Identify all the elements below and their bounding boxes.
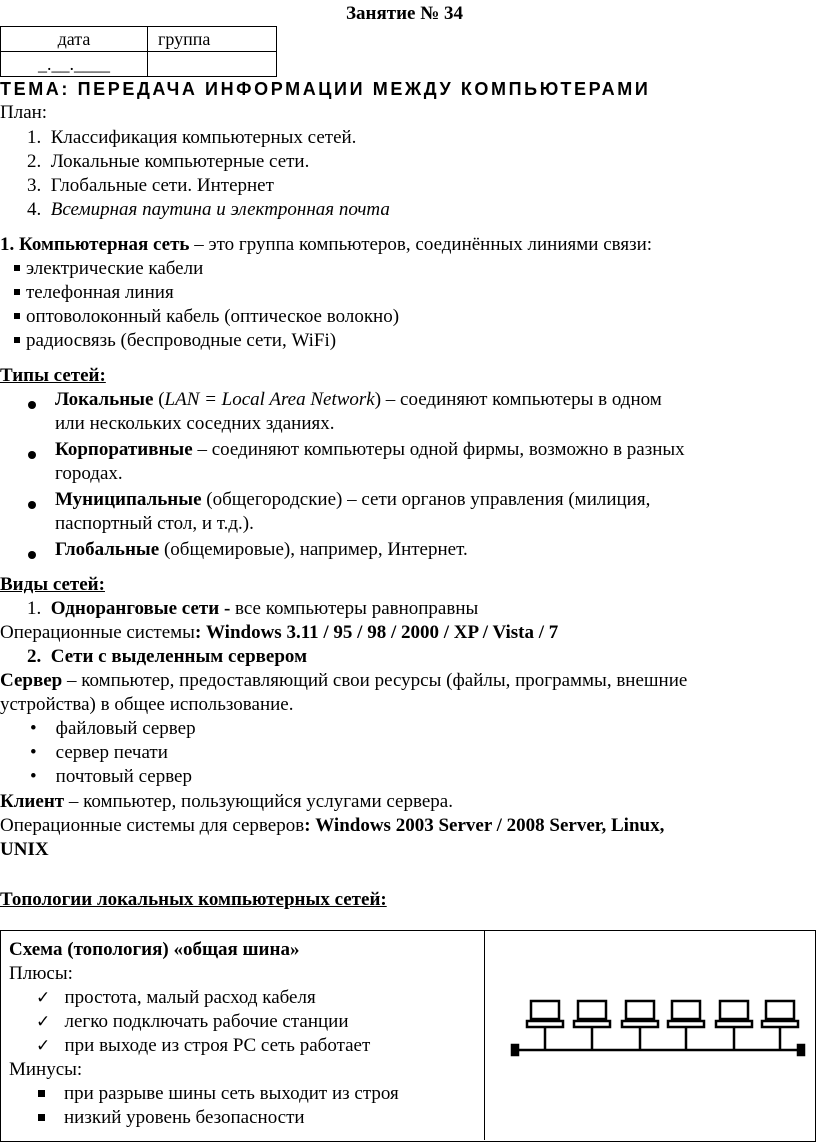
plan-label: План:: [0, 102, 48, 123]
round-bullet-icon: [28, 551, 36, 559]
kinds-heading: Виды сетей:: [0, 574, 105, 595]
type-term: Муниципальные: [55, 489, 202, 510]
server-type-item: [30, 741, 168, 765]
table-divider: [484, 930, 485, 1140]
client-text: – компьютер, пользующийся услугами сервера.: [64, 791, 453, 812]
kind-server: [27, 645, 307, 669]
type-global: [55, 538, 468, 562]
plan-item-text: Классификация компьютерных сетей.: [50, 127, 357, 148]
type-corp: [55, 438, 685, 462]
check-icon: ✓: [36, 1036, 51, 1056]
client-term: Клиент: [0, 791, 65, 812]
computer-icon: [622, 1001, 658, 1050]
link-item-text: оптоволоконный кабель (оптическое волокно): [26, 306, 400, 327]
type-abbr: LAN = Local Area Network: [164, 389, 375, 410]
con-text: низкий уровень безопасности: [64, 1107, 305, 1128]
check-icon: ✓: [36, 1012, 51, 1032]
con-item: [38, 1106, 305, 1130]
type-muni: [55, 488, 650, 512]
os-value: : Windows 3.11 / 95 / 98 / 2000 / XP / Vista / 7: [194, 622, 559, 643]
os-value: : Windows 2003 Server / 2008 Server, Linux,: [304, 815, 665, 836]
types-heading: Типы сетей:: [0, 365, 106, 386]
computer-icon: [574, 1001, 610, 1050]
bus-title: Схема (топология) «общая шина»: [9, 939, 300, 960]
bus-topology-diagram: [510, 992, 810, 1062]
os-label: Операционные системы для серверов: [0, 815, 305, 836]
plan-item-num: 2.: [27, 151, 42, 172]
server-type-text: файловый сервер: [55, 718, 196, 739]
client-definition: [0, 790, 453, 814]
date-group-table: [0, 26, 277, 77]
square-bullet-icon: [14, 313, 20, 319]
check-icon: ✓: [36, 988, 51, 1008]
network-term: 1. Компьютерная сеть: [0, 234, 190, 255]
type-local: [55, 388, 662, 412]
link-item-text: телефонная линия: [26, 282, 174, 303]
pro-text: при выходе из строя PC сеть работает: [64, 1035, 371, 1056]
server-term: Сервер: [0, 670, 63, 691]
square-bullet-icon: [14, 289, 20, 295]
kind-term: Сети с выделенным сервером: [50, 646, 308, 667]
server-os: [0, 814, 664, 838]
type-text: (общемировые), например, Интернет.: [159, 539, 468, 560]
type-text: (общегородские) – сети органов управления (милиция,: [201, 489, 651, 510]
topic-heading: ТЕМА: ПЕРЕДАЧА ИНФОРМАЦИИ МЕЖДУ КОМПЬЮТЕРАМИ: [0, 79, 651, 99]
plan-item-text: Глобальные сети. Интернет: [50, 175, 274, 196]
round-bullet-icon: [28, 451, 36, 459]
kind-peer: [27, 597, 478, 621]
group-blank: [148, 52, 277, 77]
pro-item: [36, 1010, 349, 1034]
bus-terminator-icon: [798, 1045, 804, 1055]
kind-num: 1.: [27, 598, 42, 619]
link-item: [14, 257, 203, 281]
network-definition-text: – это группа компьютеров, соединённых линиями связи:: [189, 234, 653, 255]
kind-text: все компьютеры равноправны: [230, 598, 479, 619]
type-text: ) – соединяют компьютеры в одном: [374, 389, 662, 410]
peer-os: [0, 621, 558, 645]
link-item: [14, 305, 399, 329]
plan-item-text: Всемирная паутина и электронная почта: [50, 199, 390, 220]
plan-item-text: Локальные компьютерные сети.: [50, 151, 310, 172]
server-text: – компьютер, предоставляющий свои ресурсы (файлы, программы, внешние: [62, 670, 688, 691]
square-bullet-icon: [14, 337, 20, 343]
plan-item-num: 3.: [27, 175, 42, 196]
computer-icon: [527, 1001, 563, 1050]
server-type-item: [30, 765, 192, 789]
plan-item-num: 4.: [27, 199, 42, 220]
type-local-cont: или нескольких соседних зданиях.: [55, 413, 335, 434]
server-definition-cont: устройства) в общее использование.: [0, 694, 294, 715]
con-item: [38, 1082, 399, 1106]
plan-item: [27, 198, 390, 222]
network-definition: [0, 233, 652, 257]
date-blank: _.__.____: [1, 52, 148, 77]
server-os-cont: UNIX: [0, 839, 49, 860]
topologies-heading: Топологии локальных компьютерных сетей:: [0, 889, 387, 910]
os-label: Операционные системы: [0, 622, 195, 643]
server-type-item: [30, 717, 196, 741]
server-type-text: почтовый сервер: [55, 766, 192, 787]
pro-text: легко подключать рабочие станции: [64, 1011, 349, 1032]
round-bullet-icon: [28, 401, 36, 409]
pro-item: [36, 1034, 370, 1058]
link-item: [14, 281, 174, 305]
type-term: Корпоративные: [55, 439, 193, 460]
plan-item: [27, 126, 356, 150]
bullet-icon: •: [30, 742, 37, 763]
kind-num: 2.: [27, 646, 42, 667]
cons-label: Минусы:: [9, 1059, 83, 1080]
type-muni-cont: паспортный стол, и т.д.).: [55, 513, 254, 534]
pros-label: Плюсы:: [9, 963, 73, 984]
computer-icon: [762, 1001, 798, 1050]
square-bullet-icon: [38, 1090, 45, 1097]
link-item-text: радиосвязь (беспроводные сети, WiFi): [26, 330, 337, 351]
bullet-icon: •: [30, 766, 37, 787]
con-text: при разрыве шины сеть выходит из строя: [64, 1083, 399, 1104]
group-label: группа: [148, 27, 277, 52]
plan-item: [27, 174, 274, 198]
type-corp-cont: городах.: [55, 463, 123, 484]
type-term: Глобальные: [55, 539, 160, 560]
lesson-title: Занятие № 34: [346, 3, 464, 24]
plan-item-num: 1.: [27, 127, 42, 148]
bullet-icon: •: [30, 718, 37, 739]
type-term: Локальные: [55, 389, 154, 410]
computer-icon: [716, 1001, 752, 1050]
server-type-text: сервер печати: [55, 742, 168, 763]
pro-text: простота, малый расход кабеля: [64, 987, 316, 1008]
computer-icon: [668, 1001, 704, 1050]
square-bullet-icon: [38, 1114, 45, 1121]
pro-item: [36, 986, 316, 1010]
square-bullet-icon: [14, 265, 20, 271]
date-label: дата: [1, 27, 148, 52]
server-definition: [0, 669, 687, 693]
plan-item: [27, 150, 309, 174]
link-item-text: электрические кабели: [26, 258, 204, 279]
type-text: (: [153, 389, 165, 410]
kind-term: Одноранговые сети -: [50, 598, 231, 619]
type-text: – соединяют компьютеры одной фирмы, возможно в разных: [192, 439, 685, 460]
bus-terminator-icon: [512, 1045, 518, 1055]
link-item: [14, 329, 336, 353]
round-bullet-icon: [28, 501, 36, 509]
